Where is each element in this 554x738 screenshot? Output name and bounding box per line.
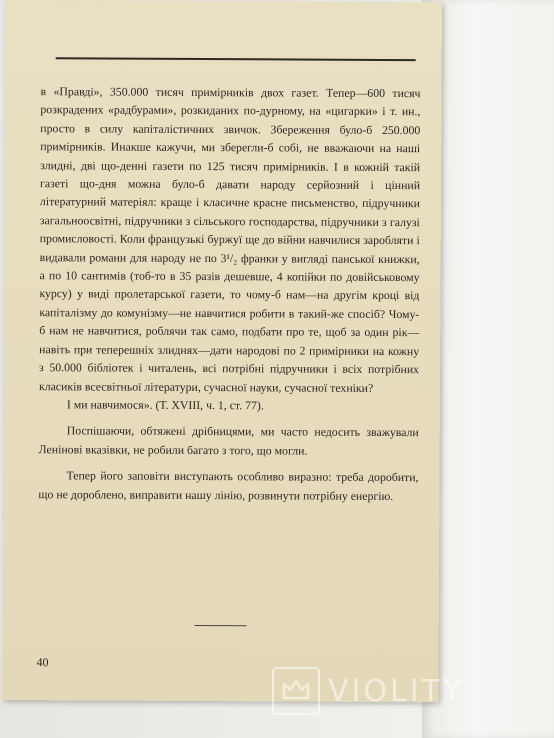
watermark-text: VIOLITY xyxy=(328,673,465,709)
paragraph: І ми навчимося». (Т. XVIII, ч. 1, ст. 77). xyxy=(66,397,264,413)
book-page xyxy=(2,0,442,702)
paragraph: Тепер його заповіти виступають особливо виразно: треба доробити, що не доробленo, виправити нашу лінію, розвинути потрібну енергію. xyxy=(38,468,419,503)
crown-icon xyxy=(272,667,320,715)
paragraph: в «Правді», 350.000 тисяч примірників двох газет. Тепер—600 тисяч розкрадених «радбурами», розкиданих по-дурному, на «цигарки» і т. ин., просто в силу капіталістичних звичок. Збереження було-б 250.000 примірників. Инакше кажучи, ми зберегли-б собі, не вважаючи на наші злидні, двi що-денні газети по 125 тисяч примірників. І в кожній такій газеті що-дня можна було-б давати народу серйозний і цінний літературний матеріял: краще і класичне красне письменство, підручники загальноосвітні, підручники з сільського господарства, підручники з галузі промисловості. Коли французькі буржуї ще до війни навчилися заробляти і видавали романи для народу не по 3¹/₂ франки у вигляді панської книжки, а по 10 сантимів (тоб-то в 35 разів дешевше, 4 копійки по довійськовому курсу) у виді пролетарської газети, то чому-б нам—на другім кроці від капіталізму до комунізму—не навчитися робити в такий-же спосіб? Чому-б нам не навчитися, роблячи так само, подбати про те, щоб за один рік—навіть при теперешніх злиднях—дати народові по 2 примірники на кожну з 50.000 бібліотек і читалень, всі потрібні підручники і всіх потрібних класиків всесвітньої літератури, сучасної науки, сучасної техніки? xyxy=(38,84,421,395)
paragraph: Поспішаючи, обтяжені дрібницями, ми часто недосить зважували Ленінові вказівки, не робили багато з того, що могли. xyxy=(38,423,419,458)
bottom-rule xyxy=(195,625,247,626)
back-page xyxy=(422,0,554,738)
watermark xyxy=(272,668,464,714)
top-rule xyxy=(56,57,416,61)
page-number: 40 xyxy=(36,655,49,670)
body-text xyxy=(38,82,420,505)
